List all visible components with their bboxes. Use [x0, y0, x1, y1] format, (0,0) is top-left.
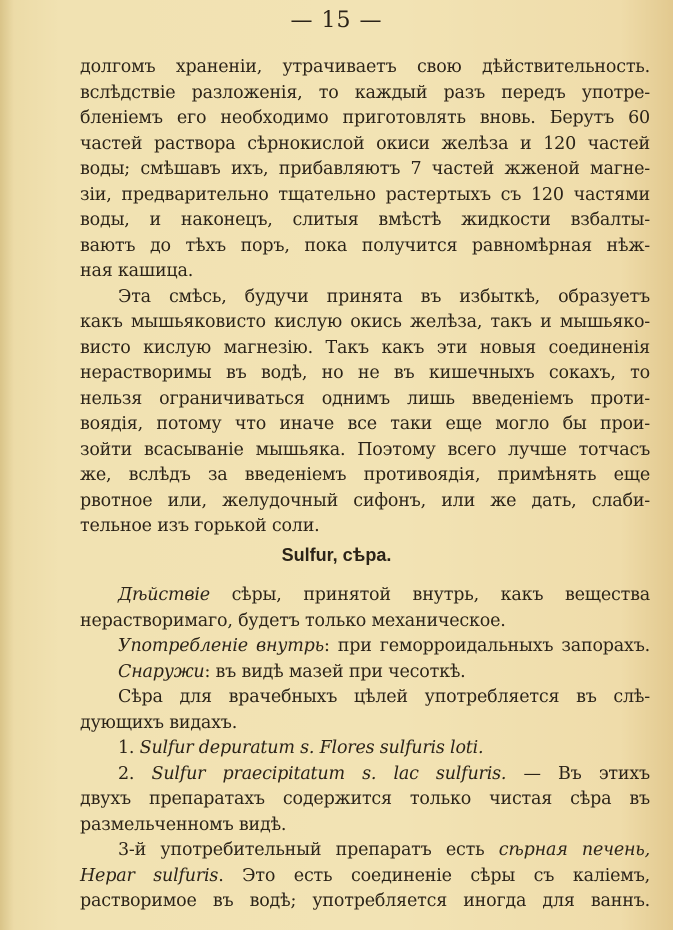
- text-line: [80, 515, 650, 537]
- text-segment: тельное изъ горькой соли.: [80, 516, 320, 536]
- text-segment: 3-й употребительный препаратъ есть: [118, 840, 499, 860]
- text-line: [80, 158, 650, 180]
- text-segment: двухъ препаратахъ содержится только чистая сѣра въ: [80, 789, 650, 809]
- text-line: [80, 610, 650, 632]
- text-line: [118, 839, 650, 861]
- text-line: [80, 209, 650, 231]
- text-segment: Сѣра для врачебныхъ цѣлей употребляется въ слѣ-: [118, 687, 650, 707]
- text-segment: сѣры, принятой внутрь, какъ вещества: [209, 585, 650, 605]
- text-segment: 2.: [118, 763, 152, 784]
- text-line: [80, 107, 650, 129]
- text-segment: Эта смѣсь, будучи принята въ избыткѣ, образуетъ: [118, 286, 650, 307]
- text-segment: воды; смѣшавъ ихъ, прибавляютъ 7 частей жженой магне-: [80, 159, 650, 179]
- text-line: [118, 661, 650, 683]
- italic-text: сѣрная печень,: [498, 840, 650, 860]
- text-segment: . Это есть соединеніе сѣры съ каліемъ,: [218, 865, 650, 886]
- section-heading: Sulfur, сѣра.: [281, 545, 392, 565]
- italic-text: Sulfur depuratum s. Flores sulfuris loti.: [139, 738, 484, 758]
- text-line: [80, 388, 650, 410]
- text-segment: 1.: [118, 738, 140, 758]
- italic-text: Снаружи: [118, 661, 205, 682]
- text-segment: нельзя ограничиваться однимъ лишь введеніемъ проти-: [80, 388, 650, 409]
- text-line: [80, 865, 650, 887]
- text-segment: долгомъ храненіи, утрачиваетъ свою дѣйствительность.: [80, 57, 650, 77]
- text-line: [80, 311, 650, 333]
- text-line: [80, 82, 650, 104]
- text-segment: дующихъ видахъ.: [80, 712, 238, 733]
- text-segment: рвотное или, желудочный сифонъ, или же дать, слаби-: [80, 490, 650, 511]
- text-segment: бленіемъ его необходимо приготовлять вновь. Берутъ 60: [80, 108, 650, 128]
- text-segment: ная кашица.: [80, 261, 194, 281]
- text-line: [118, 763, 650, 785]
- text-line: [118, 286, 650, 308]
- text-line: [80, 235, 650, 257]
- text-line: [80, 56, 650, 78]
- text-line: [80, 413, 650, 435]
- text-line: [80, 890, 650, 912]
- text-line: [118, 737, 650, 759]
- text-segment: какъ мышьяковисто кислую окись желѣза, такъ и мышьяко-: [80, 312, 650, 332]
- text-segment: : въ видѣ мазей при чесоткѣ.: [204, 661, 466, 682]
- text-line: [118, 686, 650, 708]
- text-line: [80, 260, 650, 282]
- text-segment: : при геморроидальныхъ запорахъ.: [323, 636, 651, 656]
- text-line: [118, 635, 650, 657]
- text-line: [80, 788, 650, 810]
- text-segment: размельченномъ видѣ.: [80, 814, 287, 835]
- text-segment: частей раствора сѣрнокислой окиси желѣза и 120 частей: [80, 133, 650, 154]
- text-segment: растворимое въ водѣ; употребляется иногда для ваннъ.: [80, 891, 650, 911]
- italic-text: Употребленіе внутрь: [118, 636, 324, 656]
- italic-text: Hepar sulfuris: [80, 865, 219, 886]
- text-line: [80, 490, 650, 512]
- text-segment: же, вслѣдъ за введеніемъ противоядія, примѣнять еще: [80, 465, 650, 485]
- text-segment: воядія, потому что иначе все таки еще могло бы прои-: [80, 414, 650, 434]
- text-segment: висто кислую магнезію. Такъ какъ эти новыя соединенія: [80, 337, 650, 358]
- text-line: [80, 362, 650, 384]
- text-line: [80, 439, 650, 461]
- text-line: [118, 584, 650, 606]
- text-segment: ваютъ до тѣхъ поръ, пока получится равномѣрная нѣж-: [80, 235, 650, 256]
- italic-text: Sulfur praecipitatum s. lac sulfuris.: [151, 763, 507, 784]
- text-line: [80, 184, 650, 206]
- text-segment: воды, и наконецъ, слитыя вмѣстѣ жидкости взбалты-: [80, 210, 650, 230]
- text-line: [80, 464, 650, 486]
- text-line: [80, 712, 650, 734]
- text-segment: — Въ этихъ: [506, 763, 650, 784]
- text-line: [80, 337, 650, 359]
- text-segment: вслѣдствіе разложенія, то каждый разъ передъ употре-: [80, 82, 650, 103]
- text-line: [80, 814, 650, 836]
- text-segment: зіи, предварительно тщательно растертыхъ съ 120 частями: [80, 184, 650, 205]
- text-segment: нерастворимы въ водѣ, но не въ кишечныхъ сокахъ, то: [80, 363, 650, 383]
- text-line: [80, 133, 650, 155]
- text-segment: нерастворимаго, будетъ только механическое.: [80, 610, 506, 631]
- italic-text: Дѣйствіе: [118, 585, 210, 605]
- text-segment: зойти всасываніе мышьяка. Поэтому всего лучше тотчасъ: [80, 439, 650, 460]
- page-number: — 15 —: [290, 8, 383, 33]
